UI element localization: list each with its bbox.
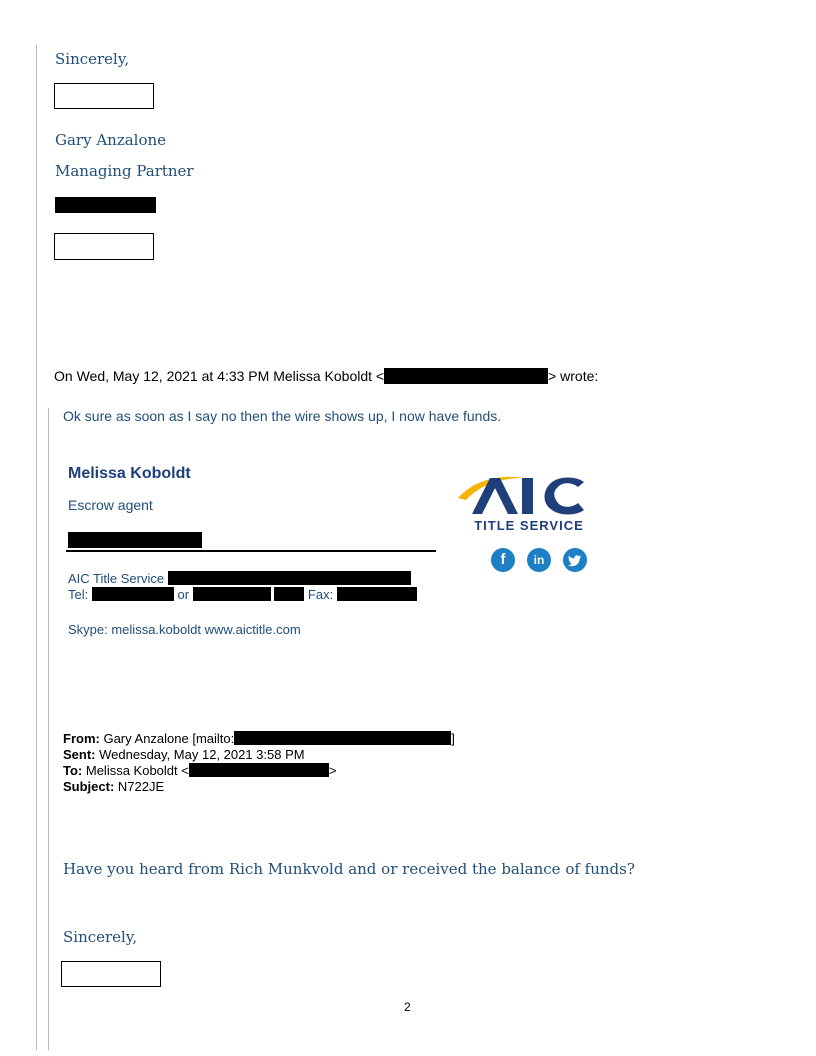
to-label: To: (63, 763, 83, 778)
quote-bar-inner (48, 408, 49, 1050)
aic-logo (454, 470, 604, 532)
phone-line (68, 587, 417, 602)
linkedin-icon[interactable]: in (527, 548, 551, 572)
sent-line (63, 747, 305, 762)
redaction (55, 197, 156, 213)
or-label: or (177, 587, 190, 602)
redaction (384, 368, 548, 384)
redaction (168, 571, 411, 585)
reply-header-prefix: On Wed, May 12, 2021 at 4:33 PM Melissa Koboldt < (54, 368, 385, 384)
redaction (274, 587, 304, 601)
image-placeholder (61, 961, 161, 987)
from-label: From: (63, 731, 100, 746)
twitter-icon[interactable] (563, 548, 587, 572)
image-placeholder (54, 83, 154, 109)
signature-role: Escrow agent (68, 497, 153, 513)
redaction (189, 763, 329, 777)
closing-text: Sincerely, (63, 928, 138, 946)
redaction (193, 587, 271, 601)
reply-header-suffix: > wrote: (548, 368, 599, 384)
to-line (63, 763, 336, 778)
quote-bar-outer (36, 45, 37, 1050)
company-name: AIC Title Service (68, 571, 165, 586)
reply-message: Ok sure as soon as I say no then the wire shows up, I now have funds. (63, 408, 502, 424)
signature-divider (66, 550, 436, 552)
subject-line (63, 779, 164, 794)
reply-header (54, 368, 598, 384)
redaction (68, 532, 202, 548)
facebook-icon[interactable]: f (491, 548, 515, 572)
company-line (68, 571, 411, 586)
signature-name: Melissa Koboldt (68, 465, 191, 482)
from-line (63, 731, 455, 746)
redaction (234, 731, 451, 745)
subject-label: Subject: (63, 779, 115, 794)
sender-title: Managing Partner (55, 162, 194, 180)
sender-name: Gary Anzalone (55, 131, 167, 149)
question-text: Have you heard from Rich Munkvold and or received the balance of funds? (63, 860, 635, 878)
skype-line: Skype: melissa.koboldt www.aictitle.com (68, 622, 301, 637)
from-value: Gary Anzalone [mailto: (103, 731, 235, 746)
from-close: ] (451, 731, 455, 746)
to-value: Melissa Koboldt < (85, 763, 189, 778)
sent-label: Sent: (63, 747, 96, 762)
image-placeholder (54, 233, 154, 260)
tel-label: Tel: (68, 587, 89, 602)
aic-logo-subtext: TITLE SERVICE (474, 518, 584, 533)
page-number: 2 (404, 1000, 411, 1014)
redaction (92, 587, 174, 601)
to-close: > (328, 763, 337, 778)
closing-text: Sincerely, (55, 50, 130, 68)
redaction (337, 587, 417, 601)
subject-value: N722JE (117, 779, 165, 794)
twitter-bird-graphic (563, 548, 587, 572)
fax-label: Fax: (307, 587, 334, 602)
sent-value: Wednesday, May 12, 2021 3:58 PM (99, 747, 305, 762)
